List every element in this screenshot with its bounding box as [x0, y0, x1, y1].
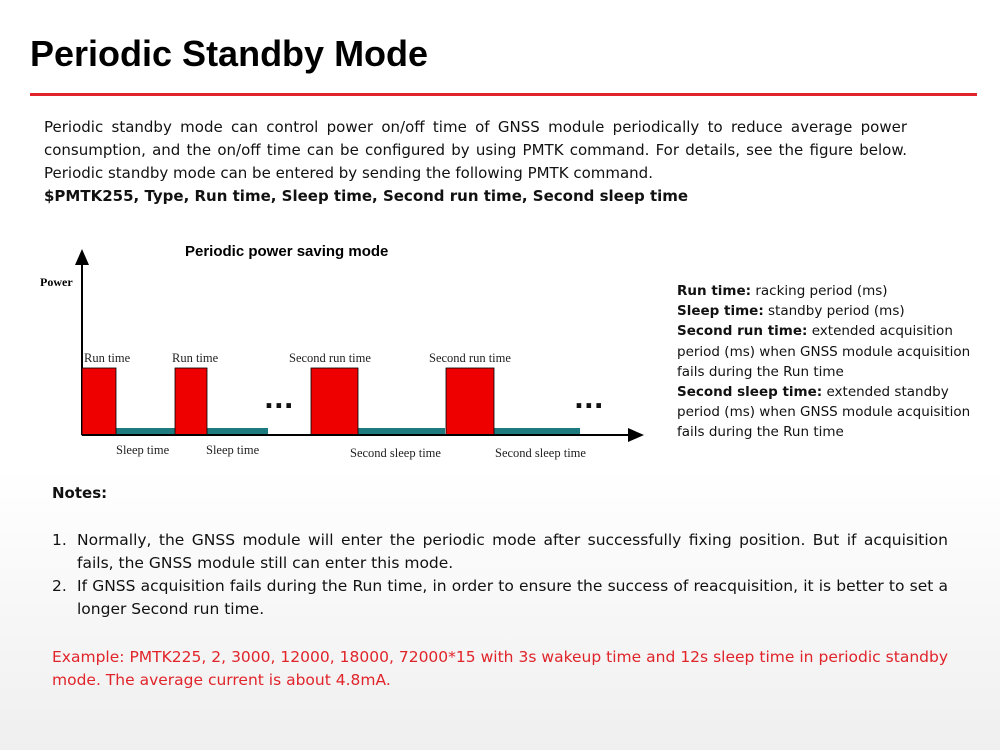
definition-term: Sleep time: — [677, 303, 764, 320]
definition-item — [677, 301, 977, 321]
title-divider — [30, 93, 977, 96]
sleep-segment — [358, 428, 445, 435]
definition-desc: extended standby period (ms) when GNSS module acquisition fails during the Run time — [677, 384, 971, 441]
second-run-pulse — [446, 368, 494, 435]
definitions-list — [677, 281, 977, 443]
notes-heading: Notes: — [52, 484, 108, 502]
definition-item — [677, 281, 977, 301]
definition-term: Second run time: — [677, 323, 808, 340]
note-item — [52, 529, 948, 575]
run-time-label: Run time — [172, 351, 219, 365]
page-title: Periodic Standby Mode — [30, 33, 429, 74]
intro-text: Periodic standby mode can control power on/off time of GNSS module periodically to reduce average power consumption, and the on/off time can be configured by using PMTK command. For details, see the figure below. Periodic standby mode can be entered by sending the following PMTK command. — [44, 118, 907, 182]
definition-desc: extended acquisition period (ms) when GNSS module acquisition fails during the Run time — [677, 323, 971, 380]
sleep-segment — [116, 428, 175, 435]
y-axis-label: Power — [40, 275, 73, 289]
notes-list — [52, 529, 948, 621]
definition-term: Second sleep time: — [677, 384, 823, 401]
sleep-time-label: Sleep time — [206, 443, 260, 457]
note-item — [52, 575, 948, 621]
run-pulse — [82, 368, 116, 435]
y-axis-arrow — [75, 249, 89, 265]
definition-term: Run time: — [677, 283, 752, 299]
example-text: Example: PMTK225, 2, 3000, 12000, 18000, 72000*15 with 3s wakeup time and 12s sleep time in periodic standby mode. The average current is about 4.8mA. — [52, 648, 948, 689]
note-number: 2. — [52, 577, 67, 595]
second-sleep-time-label: Second sleep time — [350, 446, 441, 460]
sleep-time-label: Sleep time — [116, 443, 170, 457]
sleep-segment — [207, 428, 268, 435]
definition-desc: standby period (ms) — [763, 303, 905, 320]
ellipsis: ... — [264, 385, 294, 415]
x-axis-arrow — [628, 428, 644, 442]
note-number: 1. — [52, 531, 67, 549]
run-pulse — [175, 368, 207, 435]
definition-item — [677, 321, 977, 382]
second-run-time-label: Second run time — [429, 351, 511, 365]
sleep-segment — [494, 428, 580, 435]
power-saving-diagram — [0, 235, 660, 470]
note-text: Normally, the GNSS module will enter the periodic mode after successfully fixing position. But if acquisition fails, the GNSS module still can enter this mode. — [77, 531, 948, 572]
ellipsis: ... — [574, 385, 604, 415]
second-run-pulse — [311, 368, 358, 435]
intro-paragraph — [44, 116, 907, 208]
pmtk-command: $PMTK255, Type, Run time, Sleep time, Second run time, Second sleep time — [44, 187, 689, 205]
note-text: If GNSS acquisition fails during the Run time, in order to ensure the success of reacquisition, it is better to set a longer Second run time. — [77, 577, 948, 618]
diagram-title: Periodic power saving mode — [185, 243, 389, 260]
second-sleep-time-label: Second sleep time — [495, 446, 586, 460]
second-run-time-label: Second run time — [289, 351, 371, 365]
definition-item — [677, 382, 977, 443]
run-time-label: Run time — [84, 351, 131, 365]
definition-desc: racking period (ms) — [751, 283, 888, 299]
